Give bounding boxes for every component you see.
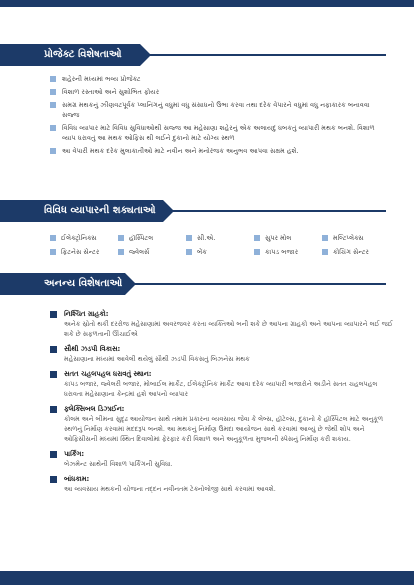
bullet-square-icon (186, 235, 192, 241)
unique-feature-title: બાંધકામ: (64, 475, 90, 483)
unique-feature-desc: કાપડ બજાર, જ્વેલરી બજાર, મોબાઈલ માર્કેટ, ઈલેક્ટ્રોનિક માર્કેટ આવા દરેક વ્યાપારી બજારોને અડીને સતત ચહલપહલ ધરાવતા મહેસાણાના કેન્દ્રમાં હશે આપનો વ્યાપાર (64, 380, 378, 398)
unique-feature-item (50, 404, 395, 444)
bullet-square-icon (50, 89, 56, 95)
unique-feature-desc: મહેસાણાના મધ્યમાં આવેલી થયેલું સૌથી ઝડપી વિકસતું બિઝનેસ મથક (64, 355, 250, 363)
opportunity-item (50, 233, 118, 247)
opportunity-row (50, 247, 390, 261)
bullet-square-icon (254, 249, 260, 255)
opportunity-label: હૉસ્પિટલ (129, 234, 154, 242)
bullet-square-icon (50, 476, 57, 483)
unique-feature-title: સતત ચહલપહલ ધરાવતું સ્થાન: (64, 370, 152, 378)
section-title-project-features: પ્રોજેક્ટ વિશેષતાઓ (0, 44, 140, 66)
unique-feature-title: પાર્કિંગ: (64, 450, 85, 458)
unique-feature-item (50, 344, 395, 364)
section-header-unique-features (0, 273, 414, 295)
unique-feature-desc: આ વ્યવસાય મથકની યોજના તદ્દન નવીનતમ ટેક્નોલોજી સાથે કરવામાં આવશે. (64, 485, 276, 493)
opportunity-label: બેંક (197, 248, 207, 256)
opportunity-item (254, 247, 322, 261)
project-feature-text: સમગ્ર મથકનું ઝીણવટપૂર્વક પ્લાનિંગનું વધુમાં વધુ સંસાધનો ઉભા કરવા તથા દરેક વેપારને વધુમાં વધુ નફાકારક બનાવવા સજ્જ (62, 101, 370, 119)
unique-feature-desc: અનેક સ્રોતો થકી દરરોજ મહેસાણામાં અવરજવર કરતા વ્યક્તિઓ બની શકે છે આપના ગ્રાહકો અને આપના વ્યાપારને લઈ જઈ શકે છે સફળતાની ઊંચાઈએ (64, 320, 393, 338)
unique-feature-item (50, 449, 395, 469)
opportunity-label: સી.એ. (197, 234, 216, 242)
bullet-square-icon (50, 148, 56, 154)
bullet-square-icon (254, 235, 260, 241)
bullet-square-icon (50, 102, 56, 108)
bullet-square-icon (50, 406, 57, 413)
opportunity-label: જ્વેલર્સ (129, 248, 150, 256)
project-features-list (50, 74, 385, 159)
opportunity-item (50, 247, 118, 261)
opportunity-item (322, 247, 390, 261)
bullet-square-icon (118, 249, 124, 255)
unique-feature-item (50, 474, 395, 494)
project-feature-text: વિવિધ વ્યાપાર માટે વિવિધ સુવિધાઓથી સજ્જ આ મહેસાણા શહેરનું એક અલાયદું ધબકતું વ્યાપારી મથક બનશે. વિશાળ વ્યાપ ધરાવતું આ મથક ઓફિસ થી લઈને દુકાનો માટે યોગ્ય સ્થળ (62, 124, 375, 142)
project-feature-item (50, 146, 385, 156)
bullet-square-icon (50, 346, 57, 353)
opportunity-row (50, 233, 390, 247)
opportunity-item (186, 247, 254, 261)
unique-feature-item (50, 309, 395, 339)
project-feature-text: આ વેપારી મથક દરેક મુલાકાતીઓ માટે નવીન અને મનોરંજક અનુભવ આપવા સક્ષમ હશે. (62, 147, 299, 155)
unique-feature-title: સૌથી ઝડપી વિકાસ: (64, 345, 121, 353)
bullet-square-icon (50, 311, 57, 318)
project-feature-text: શહેરની મધ્યમાં ભવ્ય પ્રોજેક્ટ (62, 75, 141, 83)
unique-features-list (50, 309, 395, 499)
header-rule (135, 283, 386, 285)
opportunity-label: મલ્ટિપ્લેક્સ (333, 234, 364, 242)
project-feature-item (50, 87, 385, 97)
project-feature-item (50, 100, 385, 120)
opportunity-label: ઈલેક્ટ્રોનિક્સ (61, 234, 97, 242)
opportunity-item (254, 233, 322, 247)
unique-feature-desc: બેઝમેન્ટ સાથેની વિશાળ પાર્કિંગની સુવિધા. (64, 460, 173, 468)
opportunity-item (186, 233, 254, 247)
opportunity-item (118, 247, 186, 261)
business-opportunities-grid (50, 233, 390, 261)
unique-feature-title: ફ્લેક્સિબલ ડિઝાઈન: (64, 405, 125, 413)
unique-feature-item (50, 369, 395, 399)
project-feature-item (50, 123, 385, 143)
opportunity-item (322, 233, 390, 247)
project-feature-text: વિશાળ રસ્તાઓ અને સુશોભિત ફોયર (62, 88, 160, 96)
unique-feature-title: નિશ્ચિત ગ્રાહકો: (64, 310, 109, 318)
opportunity-label: સુપર મોલ (265, 234, 292, 242)
bullet-square-icon (118, 235, 124, 241)
top-accent-bar (0, 0, 414, 7)
bottom-accent-bar (0, 571, 414, 585)
header-rule (150, 54, 386, 56)
bullet-square-icon (50, 76, 56, 82)
opportunity-label: કોચિંગ સેન્ટર (333, 248, 369, 256)
bullet-square-icon (50, 451, 57, 458)
bullet-square-icon (50, 371, 57, 378)
opportunity-label: કાપડ બજાર (265, 248, 299, 256)
bullet-square-icon (322, 235, 328, 241)
bullet-square-icon (50, 249, 56, 255)
header-rule (173, 210, 386, 212)
bullet-square-icon (186, 249, 192, 255)
project-feature-item (50, 74, 385, 84)
section-title-unique-features: અનન્ય વિશેષતાઓ (0, 273, 125, 295)
opportunity-label: ફિટનેસ સેન્ટર (61, 248, 100, 256)
bullet-square-icon (322, 249, 328, 255)
section-header-business-opportunities (0, 200, 414, 222)
section-title-business-opportunities: વિવિધ વ્યાપારની શક્યતાઓ (0, 200, 163, 222)
bullet-square-icon (50, 235, 56, 241)
section-header-project-features (0, 44, 414, 66)
opportunity-item (118, 233, 186, 247)
bullet-square-icon (50, 125, 56, 131)
unique-feature-desc: કોલમ અને બીમના સુદૃઢ આયોજન સાથે તમામ પ્રકારના વ્યવસાય જેવા કે લેબ્સ, હૉટેલ્સ, દુકાનો કે હૉસ્પિટલ માટે અનુકૂળ સ્થળનું નિર્માણ કરવામાં મદદરૂપ બનશે. આ મથકનું નિર્માણ ઉમદા આયોજન સાથે કરવામાં આવ્યું છે જેથી શોપ અને ઓફિસીસની મધ્યમાં સ્થિત દિવાલોમાં ફેરફાર કરી વિશાળ અને અનુકૂળતા મુજબની સ્પેસનું નિર્માણ કરી શકાય. (64, 415, 384, 443)
